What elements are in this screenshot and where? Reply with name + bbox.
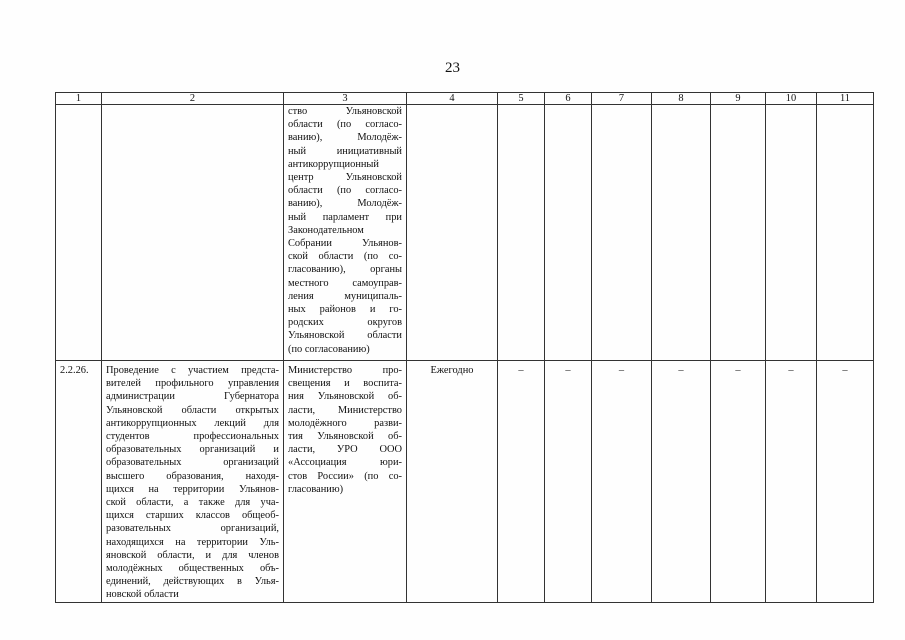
cell-text-line: Собрании Ульянов- — [288, 238, 402, 250]
measure-cell — [102, 105, 284, 361]
cell-text-line: области (по согласо- — [288, 119, 402, 131]
cell-text-line: молодёжных общественных объ- — [106, 563, 279, 575]
cell-text-line: единений, действующих в Улья- — [106, 576, 279, 588]
cell-text-line: ской области (по со- — [288, 251, 402, 263]
indicator-cell: – — [817, 361, 874, 603]
cell-text-line: образовательных организаций — [106, 457, 279, 469]
indicator-cell: – — [592, 361, 652, 603]
cell-text-line: ласти, УРО ООО — [288, 444, 402, 456]
cell-text-line: ния Ульяновской об- — [288, 391, 402, 403]
table-row — [56, 361, 874, 603]
column-header: 8 — [652, 93, 711, 105]
executors-cell — [284, 361, 407, 603]
cell-text-line: молодёжного разви- — [288, 417, 402, 429]
indicator-cell — [817, 105, 874, 361]
cell-text-line: щихся старших классов общеоб- — [106, 510, 279, 522]
column-header: 7 — [592, 93, 652, 105]
row-number-cell — [56, 105, 102, 361]
column-header: 10 — [766, 93, 817, 105]
cell-text-line: тия Ульяновской об- — [288, 431, 402, 443]
cell-text-line: вителей профильного управления — [106, 378, 279, 390]
cell-text-line: гласованию), органы — [288, 264, 402, 276]
column-header: 1 — [56, 93, 102, 105]
cell-text-line: ных районов и го- — [288, 304, 402, 316]
cell-text-line: ления муниципаль- — [288, 290, 402, 302]
cell-text-line: ванию), Молодёж- — [288, 132, 402, 144]
term-cell: Ежегодно — [407, 361, 498, 603]
plan-table — [55, 92, 874, 603]
column-header: 5 — [498, 93, 545, 105]
cell-text-line: Проведение с участием предста- — [106, 365, 279, 376]
cell-text-line: ство Ульяновской — [288, 106, 402, 117]
cell-text-line: гласованию) — [288, 483, 344, 495]
cell-text-line: ный инициативный — [288, 145, 402, 157]
cell-text-line: ской области, а также для уча- — [106, 497, 279, 509]
cell-text-line: администрации Губернатора — [106, 391, 279, 403]
indicator-cell — [711, 105, 766, 361]
cell-text-line: образовательных организаций и — [106, 444, 279, 456]
header-row — [56, 93, 874, 105]
column-header: 11 — [817, 93, 874, 105]
cell-text-line: находящихся на территории Уль- — [106, 536, 279, 548]
indicator-cell: – — [766, 361, 817, 603]
cell-text-line: «Ассоциация юри- — [288, 457, 402, 469]
cell-text-line: местного самоуправ- — [288, 277, 402, 289]
cell-text-line: антикоррупционных лекций для — [106, 417, 279, 429]
cell-text-line: антикоррупционный — [288, 158, 379, 170]
indicator-cell: – — [652, 361, 711, 603]
cell-text-line: ласти, Министерство — [288, 404, 402, 416]
cell-text-line: яновской области, и для членов — [106, 549, 279, 561]
column-header: 2 — [102, 93, 284, 105]
term-cell — [407, 105, 498, 361]
cell-text-line: щихся на территории Ульянов- — [106, 483, 279, 495]
cell-text-line: ванию), Молодёж- — [288, 198, 402, 210]
cell-text-line: Министерство про- — [288, 365, 402, 376]
cell-text-line: области (по согласо- — [288, 185, 402, 197]
table-row — [56, 105, 874, 361]
cell-text-line: Ульяновской области открытых — [106, 404, 279, 416]
cell-text-line: высшего образования, находя- — [106, 470, 279, 482]
indicator-cell — [592, 105, 652, 361]
cell-text-line: родских округов — [288, 317, 402, 329]
page-number: 23 — [445, 60, 460, 76]
cell-text-line: Ульяновской области — [288, 330, 402, 342]
column-header: 4 — [407, 93, 498, 105]
measure-cell — [102, 361, 284, 603]
cell-text-line: студентов профессиональных — [106, 431, 279, 443]
indicator-cell — [498, 105, 545, 361]
indicator-cell — [545, 105, 592, 361]
cell-text-line: ный парламент при — [288, 211, 402, 223]
cell-text-line: новской области — [106, 589, 179, 601]
cell-text-line: Законодательном — [288, 224, 364, 236]
indicator-cell: – — [498, 361, 545, 603]
indicator-cell — [766, 105, 817, 361]
row-number-cell: 2.2.26. — [56, 361, 102, 603]
cell-text-line: центр Ульяновской — [288, 172, 402, 184]
cell-text-line: разовательных организаций, — [106, 523, 279, 535]
indicator-cell: – — [545, 361, 592, 603]
executors-cell — [284, 105, 407, 361]
column-header: 6 — [545, 93, 592, 105]
indicator-cell — [652, 105, 711, 361]
column-header: 3 — [284, 93, 407, 105]
cell-text-line: свещения и воспита- — [288, 378, 402, 390]
cell-text-line: (по согласованию) — [288, 343, 370, 355]
cell-text-line: стов России» (по со- — [288, 470, 402, 482]
indicator-cell: – — [711, 361, 766, 603]
column-header: 9 — [711, 93, 766, 105]
